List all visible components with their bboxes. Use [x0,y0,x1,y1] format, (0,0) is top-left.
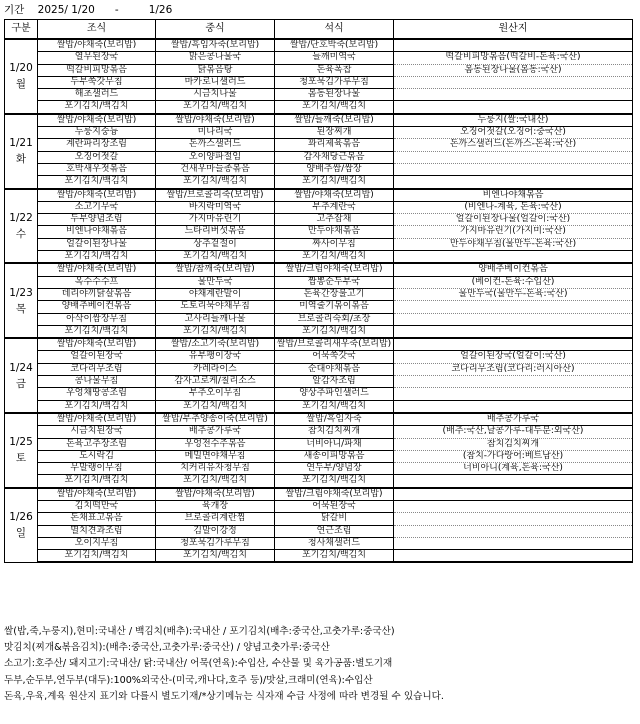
origin-cell [394,151,633,163]
menu-row [5,214,633,226]
menu-body [5,39,633,562]
day-weekday: 일 [15,527,27,540]
breakfast-cell: 데리야끼닭살볶음 [38,288,156,300]
menu-row [5,301,633,313]
menu-row [5,238,633,250]
menu-row [5,388,633,400]
lunch-cell: 오이양파절임 [156,151,275,163]
dinner-cell: 쌀밥/브로콜리새우죽(보리밥) [275,338,394,351]
menu-row [5,52,633,64]
lunch-cell: 쌀밥/흑임자죽(보리밥) [156,39,275,52]
day-weekday: 금 [15,377,27,390]
origin-cell [394,500,633,512]
day-label [5,413,38,488]
period-start: 2025/ 1/20 [37,4,95,16]
dinner-cell: 꽈리제육볶음 [275,139,394,151]
note-line: 소고기:호주산/ 돼지고기:국내산/ 닭:국내산/ 어묵(연육):수입산, 수산물 및 육가공품:별도기재 [4,658,393,670]
lunch-cell: 포기김치/백김치 [156,400,275,413]
breakfast-cell: 도시락김 [38,450,156,462]
breakfast-cell: 김치떡만국 [38,500,156,512]
breakfast-cell: 포기김치/백김치 [38,176,156,189]
dinner-cell: 양상추파인샐러드 [275,388,394,400]
period-dash: - [114,4,119,16]
breakfast-cell: 두부양념조림 [38,214,156,226]
lunch-cell: 쌀밥/소고기죽(보리밥) [156,338,275,351]
lunch-cell: 포기김치/백김치 [156,251,275,264]
dinner-cell: 감자채당근볶음 [275,151,394,163]
lunch-cell: 쌀밥/야채죽(보리밥) [156,488,275,501]
origin-cell [394,525,633,537]
origin-cell: 참치김치찌개 [394,438,633,450]
origin-cell: 떡갈비피망볶음(떡갈비-돈육:국산) [394,52,633,64]
menu-row [5,288,633,300]
breakfast-cell: 포기김치/백김치 [38,400,156,413]
breakfast-cell: 계란파리장조림 [38,139,156,151]
menu-row [5,513,633,525]
menu-row [5,400,633,413]
origin-cell [394,475,633,488]
menu-row [5,64,633,76]
dinner-cell: 포기김치/백김치 [275,550,394,563]
dinner-cell: 된장찌개 [275,127,394,139]
breakfast-cell: 쌀밥/야채죽(보리밥) [38,488,156,501]
lunch-cell: 청포묵김가루무침 [156,537,275,549]
lunch-cell: 느타리버섯볶음 [156,226,275,238]
day-label [5,263,38,338]
origin-cell: 가지마유린기(가지미:국산) [394,226,633,238]
menu-row [5,176,633,189]
breakfast-cell: 비엔나야채볶음 [38,226,156,238]
period-label: 기간 [4,4,25,16]
lunch-cell: 배추콩가루국 [156,426,275,438]
period-end: 1/26 [148,4,173,16]
dinner-cell: 어묵쑥갓국 [275,351,394,363]
origin-cell: 배추콩가루국 [394,413,633,426]
breakfast-cell: 얼갈이된장국 [38,351,156,363]
day-weekday: 토 [15,452,27,465]
origin-cell: (비엔나-계육, 돈육:국산) [394,201,633,213]
origin-cell [394,251,633,264]
lunch-cell: 가지마유린기 [156,214,275,226]
day-weekday: 화 [15,153,27,166]
lunch-cell: 고사리들깨나물 [156,313,275,325]
dinner-cell: 들깨미역국 [275,52,394,64]
menu-row [5,426,633,438]
day-label [5,114,38,189]
menu-row [5,338,633,351]
origin-cell [394,488,633,501]
dinner-cell: 짬뽕순두부국 [275,276,394,288]
menu-row [5,251,633,264]
dinner-cell: 포기김치/백김치 [275,325,394,338]
dinner-cell: 돈육폭찹 [275,64,394,76]
dinner-cell: 포기김치/백김치 [275,101,394,114]
menu-row [5,363,633,375]
origin-cell: 비엔나야채볶음 [394,189,633,202]
note-line: 쌀(밥,죽,누룽지),현미:국내산 / 백김치(배추):국내산 / 포기김치(배추:중국산,고춧가루:중국산) [4,626,395,637]
dinner-cell: 포기김치/백김치 [275,251,394,264]
lunch-cell: 육개장 [156,500,275,512]
lunch-cell: 유부팽이장국 [156,351,275,363]
breakfast-cell: 돈채표고볶음 [38,513,156,525]
lunch-cell: 카레라이스 [156,363,275,375]
header-lunch: 중식 [156,20,275,40]
lunch-cell: 쌀밥/부추양송이죽(보리밥) [156,413,275,426]
lunch-cell: 치커리유자청무침 [156,463,275,475]
dinner-cell: 알감자조림 [275,376,394,388]
menu-row [5,525,633,537]
day-date: 1/23 [9,286,33,299]
menu-row [5,537,633,549]
dinner-cell: 짜사이무침 [275,238,394,250]
origin-cell: 얼갈이된장나물(얼갈이:국산) [394,214,633,226]
menu-row [5,463,633,475]
origin-cell [394,400,633,413]
origin-cell [394,101,633,114]
origin-cell: (배추:국산,날콩가루-대두분:외국산) [394,426,633,438]
lunch-cell: 부추오이무침 [156,388,275,400]
day-label [5,488,38,563]
origin-cell: 봄동된장나물(봄동:국산) [394,64,633,76]
note-line: 맛김치(찌개&볶음김치):(배추:중국산,고춧가루:중국산) / 양념고춧가루:중국산 [4,642,330,654]
menu-row [5,475,633,488]
origin-cell: 양배추베이컨볶음 [394,263,633,276]
breakfast-cell: 떡갈비피망볶음 [38,64,156,76]
lunch-cell: 도토리묵야채무침 [156,301,275,313]
header-breakfast: 조식 [38,20,156,40]
origin-cell: 누룽지(쌀:국내산) [394,114,633,127]
menu-row [5,276,633,288]
origin-cell [394,338,633,351]
lunch-cell: 쌀밥/브로콜리죽(보리밥) [156,189,275,202]
breakfast-cell: 포기김치/백김치 [38,550,156,563]
menu-table [4,19,633,563]
day-weekday: 목 [15,302,27,315]
breakfast-cell: 멸치견과조림 [38,525,156,537]
menu-row [5,313,633,325]
breakfast-cell: 쌀밥/야채죽(보리밥) [38,189,156,202]
lunch-cell: 포기김치/백김치 [156,475,275,488]
origin-cell [394,89,633,101]
origin-cell: 물만두국(물만두-돈육:국산) [394,288,633,300]
dinner-cell: 돈육간장불고기 [275,288,394,300]
day-date: 1/24 [9,361,33,374]
notes [4,624,636,705]
origin-cell [394,39,633,52]
dinner-cell: 연근조림 [275,525,394,537]
breakfast-cell: 포기김치/백김치 [38,251,156,264]
origin-cell [394,76,633,88]
dinner-cell: 너비아니/파채 [275,438,394,450]
breakfast-cell: 누룽지숭늉 [38,127,156,139]
origin-cell [394,550,633,563]
menu-row [5,151,633,163]
origin-cell [394,313,633,325]
note-line: 두부,순두부,연두부(대두):100%외국산-(미국,캐나다,호주 등)/맛살,크래미(연육):수입산 [4,674,373,686]
origin-cell: 만두야채무침(물만두-돈육:국산) [394,238,633,250]
breakfast-cell: 쌀밥/야채죽(보리밥) [38,263,156,276]
day-date: 1/25 [9,436,33,449]
header-row [5,20,633,40]
menu-row [5,114,633,127]
dinner-cell: 포기김치/백김치 [275,400,394,413]
dinner-cell: 연두부/양념장 [275,463,394,475]
lunch-cell: 맑은콩나물국 [156,52,275,64]
lunch-cell: 건새우마늘종볶음 [156,163,275,175]
breakfast-cell: 우엉채땅콩조림 [38,388,156,400]
origin-cell: (참치-가다랑어:베트남산) [394,450,633,462]
breakfast-cell: 포기김치/백김치 [38,325,156,338]
day-weekday: 월 [15,78,27,91]
lunch-cell: 닭볶음탕 [156,64,275,76]
menu-row [5,438,633,450]
dinner-cell: 미역줄기볶이볶음 [275,301,394,313]
lunch-cell: 돈까스샐러드 [156,139,275,151]
origin-cell [394,163,633,175]
menu-row [5,89,633,101]
breakfast-cell: 쌀밥/야채죽(보리밥) [38,114,156,127]
origin-cell [394,513,633,525]
lunch-cell: 김말이강정 [156,525,275,537]
lunch-cell: 메밀면야채무침 [156,450,275,462]
day-date: 1/20 [9,62,33,75]
origin-cell: 돈까스샐러드(돈까스-돈육:국산) [394,139,633,151]
breakfast-cell: 돈육고추장조림 [38,438,156,450]
breakfast-cell: 두부쑥갓무침 [38,76,156,88]
origin-cell [394,176,633,189]
breakfast-cell: 코다리무조림 [38,363,156,375]
menu-row [5,226,633,238]
breakfast-cell: 양배추베이컨볶음 [38,301,156,313]
lunch-cell: 야채계란말이 [156,288,275,300]
menu-row [5,500,633,512]
day-date: 1/21 [9,137,33,150]
menu-row [5,450,633,462]
dinner-cell: 쌀밥/크림야채죽(보리밥) [275,488,394,501]
dinner-cell: 닭갈비 [275,513,394,525]
lunch-cell: 포기김치/백김치 [156,550,275,563]
origin-cell: 코다리무조림(코다리:러시아산) [394,363,633,375]
breakfast-cell: 포기김치/백김치 [38,475,156,488]
origin-cell [394,388,633,400]
menu-row [5,139,633,151]
dinner-cell: 브로콜리숙회/초장 [275,313,394,325]
menu-row [5,351,633,363]
dinner-cell: 쌀밥/단호박죽(보리밥) [275,39,394,52]
header-day: 구분 [5,20,38,40]
origin-cell [394,325,633,338]
breakfast-cell: 무말랭이무침 [38,463,156,475]
menu-row [5,163,633,175]
day-date: 1/22 [9,211,33,224]
breakfast-cell: 아삭이쌈장무침 [38,313,156,325]
origin-cell [394,537,633,549]
header-dinner: 석식 [275,20,394,40]
dinner-cell: 양배추쌈/쌈장 [275,163,394,175]
lunch-cell: 포기김치/백김치 [156,101,275,114]
breakfast-cell: 열무된장국 [38,52,156,64]
lunch-cell: 포기김치/백김치 [156,325,275,338]
origin-cell [394,376,633,388]
breakfast-cell: 포기김치/백김치 [38,101,156,114]
period-line [4,2,172,17]
dinner-cell: 청사채샐러드 [275,537,394,549]
dinner-cell: 부추계란국 [275,201,394,213]
origin-cell: (베이컨-돈육:수입산) [394,276,633,288]
day-label [5,189,38,264]
lunch-cell: 마카로니샐러드 [156,76,275,88]
origin-cell: 너비아니(계육,돈육:국산) [394,463,633,475]
breakfast-cell: 시금치된장국 [38,426,156,438]
day-date: 1/26 [9,511,33,524]
dinner-cell: 쌀밥/크림야채죽(보리밥) [275,263,394,276]
dinner-cell: 쌀밥/야채죽(보리밥) [275,189,394,202]
breakfast-cell: 오징어젓갈 [38,151,156,163]
menu-row [5,189,633,202]
dinner-cell: 쌀밥/흑임자죽 [275,413,394,426]
lunch-cell: 쌀밥/야채죽(보리밥) [156,114,275,127]
origin-cell: 얼갈이된장국(얼갈이:국산) [394,351,633,363]
lunch-cell: 물만두국 [156,276,275,288]
breakfast-cell: 오이지무침 [38,537,156,549]
breakfast-cell: 콩나물무침 [38,376,156,388]
day-label [5,39,38,114]
dinner-cell: 포기김치/백김치 [275,176,394,189]
menu-row [5,76,633,88]
breakfast-cell: 쌀밥/야채죽(보리밥) [38,413,156,426]
menu-row [5,127,633,139]
dinner-cell: 청포묵김가루무침 [275,76,394,88]
menu-row [5,413,633,426]
lunch-cell: 미나리국 [156,127,275,139]
breakfast-cell: 얼갈이된장나물 [38,238,156,250]
menu-row [5,550,633,563]
menu-row [5,101,633,114]
dinner-cell: 만두야채볶음 [275,226,394,238]
lunch-cell: 브로콜리계란찜 [156,513,275,525]
header-origin: 원산지 [394,20,633,40]
menu-row [5,376,633,388]
menu-row [5,39,633,52]
dinner-cell: 순대야채볶음 [275,363,394,375]
lunch-cell: 쌀밥/참깨죽(보리밥) [156,263,275,276]
breakfast-cell: 쌀밥/야채죽(보리밥) [38,39,156,52]
origin-cell: 오징어젓갈(오징어:중국산) [394,127,633,139]
lunch-cell: 포기김치/백김치 [156,176,275,189]
menu-row [5,488,633,501]
note-line: 돈육,우육,계육 원산지 표기와 다를시 별도기재/*상기메뉴는 식자재 수급 사정에 따라 변경될 수 있습니다. [4,690,444,702]
dinner-cell: 쌀밥/들깨죽(보리밥) [275,114,394,127]
dinner-cell: 봄동된장나물 [275,89,394,101]
dinner-cell: 어묵된장국 [275,500,394,512]
dinner-cell: 고추잡채 [275,214,394,226]
dinner-cell: 참치김치찌개 [275,426,394,438]
breakfast-cell: 쌀밥/야채죽(보리밥) [38,338,156,351]
menu-row [5,325,633,338]
day-label [5,338,38,413]
origin-cell [394,301,633,313]
breakfast-cell: 호박새우젓볶음 [38,163,156,175]
breakfast-cell: 해초샐러드 [38,89,156,101]
lunch-cell: 바지락미역국 [156,201,275,213]
dinner-cell: 새송이피망볶음 [275,450,394,462]
lunch-cell: 시금치나물 [156,89,275,101]
dinner-cell: 포기김치/백김치 [275,475,394,488]
menu-row [5,263,633,276]
menu-row [5,201,633,213]
breakfast-cell: 소고기무국 [38,201,156,213]
lunch-cell: 상추겉절이 [156,238,275,250]
lunch-cell: 감자고로케/칠리소스 [156,376,275,388]
day-weekday: 수 [15,227,27,240]
breakfast-cell: 옥수수수프 [38,276,156,288]
lunch-cell: 우엉전수주볶음 [156,438,275,450]
